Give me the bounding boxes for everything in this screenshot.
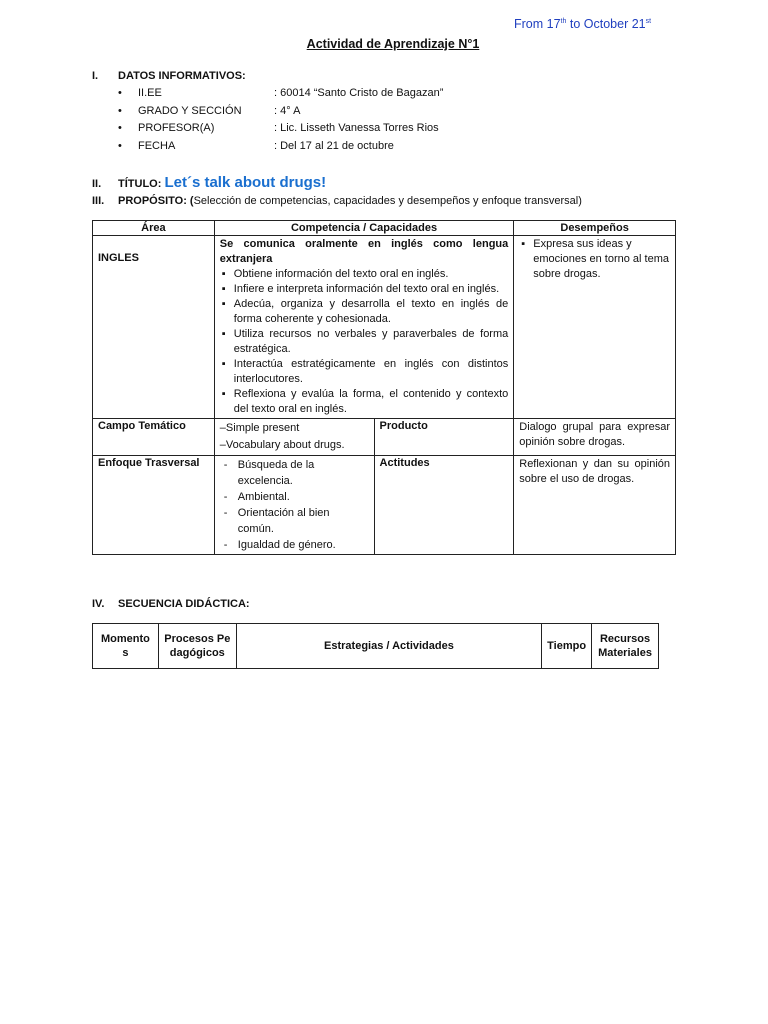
header-moments: Momentos [93,624,159,669]
enfoque-label: Enfoque Trasversal [93,456,215,555]
header-performance: Desempeños [514,221,676,236]
section-label: SECUENCIA DIDÁCTICA: [118,598,250,610]
section-label: DATOS INFORMATIVOS: [118,70,246,82]
info-row-institution: • II.EE : 60014 “Santo Cristo de Bagazan” [118,87,444,99]
header-strategies: Estrategias / Actividades [236,624,541,669]
section-label: TÍTULO: [118,178,162,190]
section-titulo: II. TÍTULO: Let´s talk about drugs! [92,174,327,191]
section-secuencia: IV. SECUENCIA DIDÁCTICA: [92,598,250,610]
header-area: Área [93,221,215,236]
info-value: : Lic. Lisseth Vanessa Torres Rios [274,122,439,134]
section-label: PROPÓSITO: ( [118,195,194,207]
list-item: ▪ Expresa sus ideas y emociones en torno al tema sobre drogas. [533,237,670,282]
enfoque-cell [214,456,374,555]
list-item: ▪ Adecúa, organiza y desarrolla el texto en inglés de forma coherente y cohesionada. [234,297,508,327]
list-item: ▪ Interactúa estratégicamente en inglés con distintos interlocutores. [234,357,508,387]
info-value: : 4° A [274,105,301,117]
info-row-teacher: • PROFESOR(A) : Lic. Lisseth Vanessa Torres Rios [118,122,439,134]
list-item: –Simple present [219,422,300,434]
info-row-date: • FECHA : Del 17 al 21 de octubre [118,140,394,152]
performance-list [519,237,670,282]
list-item: - Búsqueda de la excelencia. [238,457,369,489]
header-competence: Competencia / Capacidades [214,221,513,236]
list-item: ▪ Utiliza recursos no verbales y paraverbales de forma estratégica. [234,327,508,357]
sequence-table [92,623,659,669]
list-item: ▪ Obtiene información del texto oral en inglés. [234,267,508,282]
capacities-list [220,267,508,417]
campo-label: Campo Temático [93,419,215,456]
actitudes-value: Reflexionan y dan su opinión sobre el uso de drogas. [514,456,676,555]
section-proposito: III. PROPÓSITO: (Selección de competencias, capacidades y desempeños y enfoque transversal) [92,195,582,207]
list-item: ▪ Reflexiona y evalúa la forma, el contenido y contexto del texto oral en inglés. [234,387,508,417]
info-key: PROFESOR(A) [138,122,215,134]
list-item: - Ambiental. [238,489,369,505]
list-item: - Igualdad de género. [238,537,369,553]
purpose-table [92,220,676,555]
info-key: FECHA [138,140,176,152]
info-key: GRADO Y SECCIÓN [138,105,242,117]
section-number: I. [92,70,99,82]
purpose-description: Selección de competencias, capacidades y desempeños y enfoque transversal) [193,195,582,207]
date-range: From 17th to October 21st [514,17,652,31]
header-time: Tiempo [542,624,592,669]
document-title: Actividad de Aprendizaje N°1 [306,37,480,51]
header-resources: Recursos Materiales [592,624,659,669]
campo-cell [214,419,374,456]
list-item: - Orientación al bien común. [238,505,369,537]
info-row-grade: • GRADO Y SECCIÓN : 4° A [118,105,301,117]
section-datos-informativos [92,70,246,82]
header-processes: Procesos Pedagógicos [158,624,236,669]
competence-title: Se comunica oralmente en inglés como lengua extranjera [219,238,509,265]
info-value: : 60014 “Santo Cristo de Bagazan” [274,87,444,99]
list-item: ▪ Infiere e interpreta información del texto oral en inglés. [234,282,508,297]
producto-label: Producto [374,419,514,456]
producto-value: Dialogo grupal para expresar opinión sobre drogas. [514,419,676,456]
list-item: –Vocabulary about drugs. [219,439,345,451]
info-key: II.EE [138,87,162,99]
competence-cell [214,236,513,419]
performance-cell [514,236,676,419]
area-value: INGLES [93,236,215,419]
actitudes-label: Actitudes [374,456,514,555]
info-value: : Del 17 al 21 de octubre [274,140,394,152]
enfoque-list [220,457,369,553]
activity-title: Let´s talk about drugs! [164,174,327,191]
